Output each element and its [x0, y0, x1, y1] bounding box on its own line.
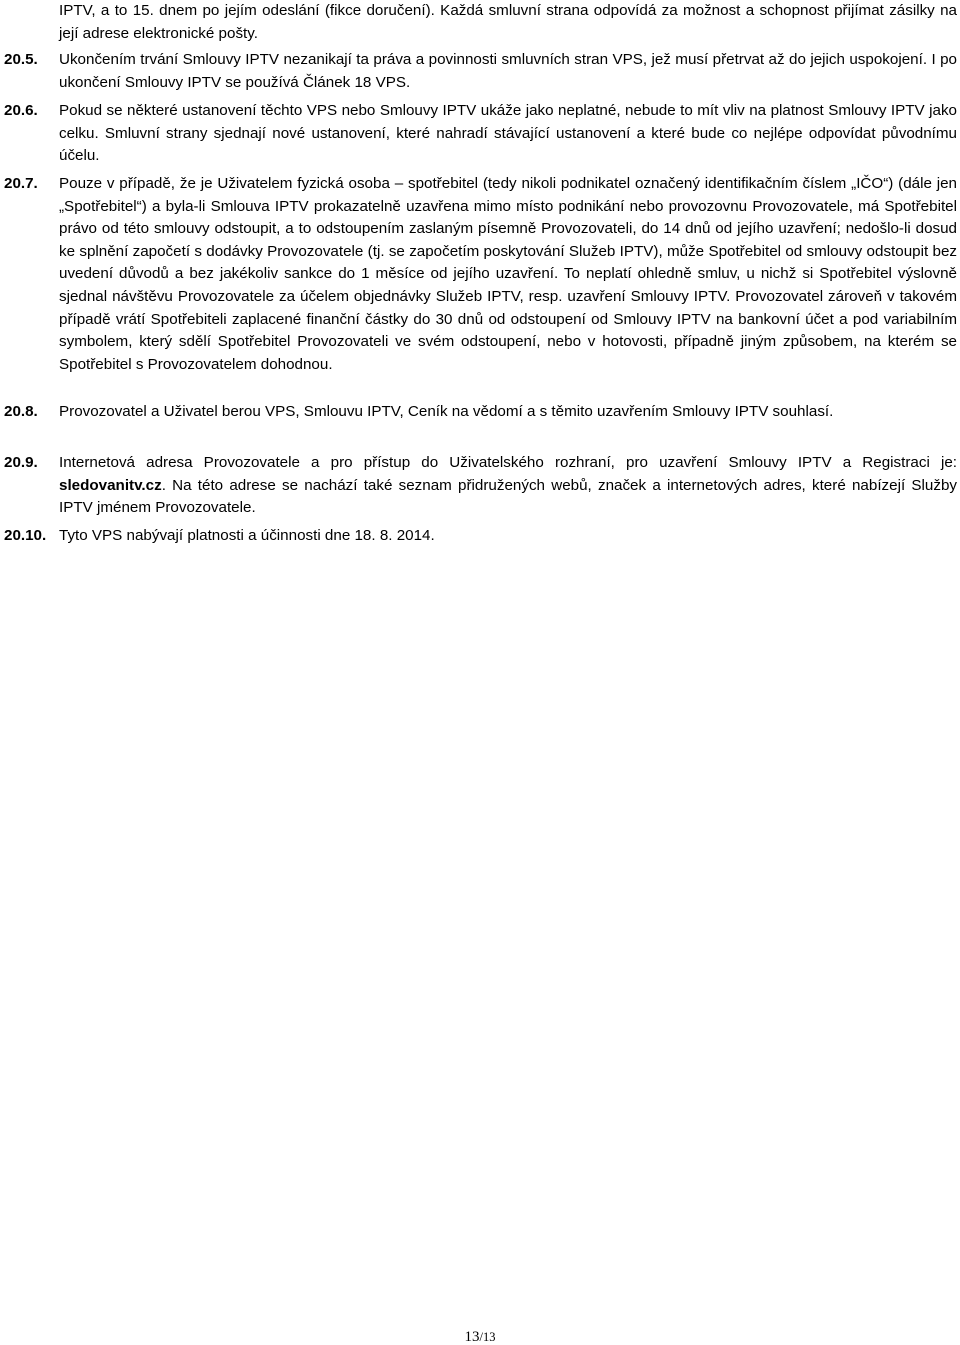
website-link[interactable]: sledovanitv.cz	[59, 476, 162, 494]
clause-20-9	[4, 452, 957, 520]
clause-text: IPTV, a to 15. dnem po jejím odeslání (fikce doručení). Každá smluvní strana odpovídá za možnost a schopnost přijímat zásilky na její adrese elektronické pošty.	[59, 2, 957, 42]
clause-continuation	[4, 0, 957, 45]
clause-number: 20.10.	[4, 527, 47, 544]
clause-text: Ukončením trvání Smlouvy IPTV nezanikají ta práva a povinnosti smluvních stran VPS, jež musí přetrvat až do jejich uspokojení. I po ukončení Smlouvy IPTV se používá Článek 18 VPS.	[59, 51, 957, 91]
clause-20-6	[4, 100, 957, 168]
clause-number: 20.8.	[4, 403, 38, 420]
clause-text: Provozovatel a Uživatel berou VPS, Smlouvu IPTV, Ceník na vědomí a s těmito uzavřením Smlouvy IPTV souhlasí.	[59, 403, 834, 420]
clause-text-after-link: . Na této adrese se nachází také seznam přidružených webů, značek a internetových adres, které nabízejí Služby IPTV jménem Provozovatele.	[59, 476, 957, 517]
page-total: /13	[479, 1330, 496, 1344]
clause-text-before-link: Internetová adresa Provozovatele a pro přístup do Uživatelského rozhraní, pro uzavření Smlouvy IPTV a Registraci je:	[59, 454, 957, 471]
clause-number: 20.9.	[4, 454, 38, 471]
page-number	[0, 1329, 960, 1345]
clause-number: 20.5.	[4, 51, 38, 68]
clause-text: Pouze v případě, že je Uživatelem fyzická osoba – spotřebitel (tedy nikoli podnikatel označený identifikačním číslem „IČO“) (dále jen „Spotřebitel“) a byla-li Smlouva IPTV prokazatelně uzavřena mimo místo podnikání nebo provozovnu Provozovatele, má Spotřebitel právo od této smlouvy odstoupit, a to odstoupením zaslaným písemně Provozovateli, do 14 dnů od jejího uzavření; nedošlo-li dosud ke splnění započetí s dodávky Provozovatele (tj. se započetím poskytování Služeb IPTV), může Spotřebitel od smlouvy odstoupit bez uvedení důvodů a bez jakékoliv sankce do 1 měsíce od jejího uzavření. To neplatí ohledně smluv, u nichž si Spotřebitel výslovně sjednal návštěvu Provozovatele za účelem objednávky Služeb IPTV, resp. uzavření Smlouvy IPTV. Provozovatel zároveň v takovém případě vrátí Spotřebiteli zaplacené finanční částky do 30 dnů od odstoupení od Smlouvy IPTV na bankovní účet a pod variabilním symbolem, který sdělí Spotřebitel Provozovateli ve svém odstoupení, nebo v hotovosti, případně jiným způsobem, na kterém se Spotřebitel s Provozovatelem dohodnou.	[59, 175, 957, 373]
clause-text: Tyto VPS nabývají platnosti a účinnosti dne 18. 8. 2014.	[59, 527, 435, 544]
clause-number: 20.7.	[4, 175, 38, 192]
clause-text: Pokud se některé ustanovení těchto VPS nebo Smlouvy IPTV ukáže jako neplatné, nebude to mít vliv na platnost Smlouvy IPTV jako celku. Smluvní strany sjednají nové ustanovení, které nahradí stávající ustanovení a které bude co nejlépe odpovídat původnímu účelu.	[59, 102, 957, 165]
clause-20-10	[4, 525, 957, 548]
clause-20-7	[4, 173, 957, 376]
clause-text	[59, 452, 957, 520]
clause-20-8	[4, 401, 957, 424]
clause-20-5	[4, 49, 957, 94]
clause-number: 20.6.	[4, 102, 38, 119]
page-current: 13	[464, 1329, 480, 1345]
